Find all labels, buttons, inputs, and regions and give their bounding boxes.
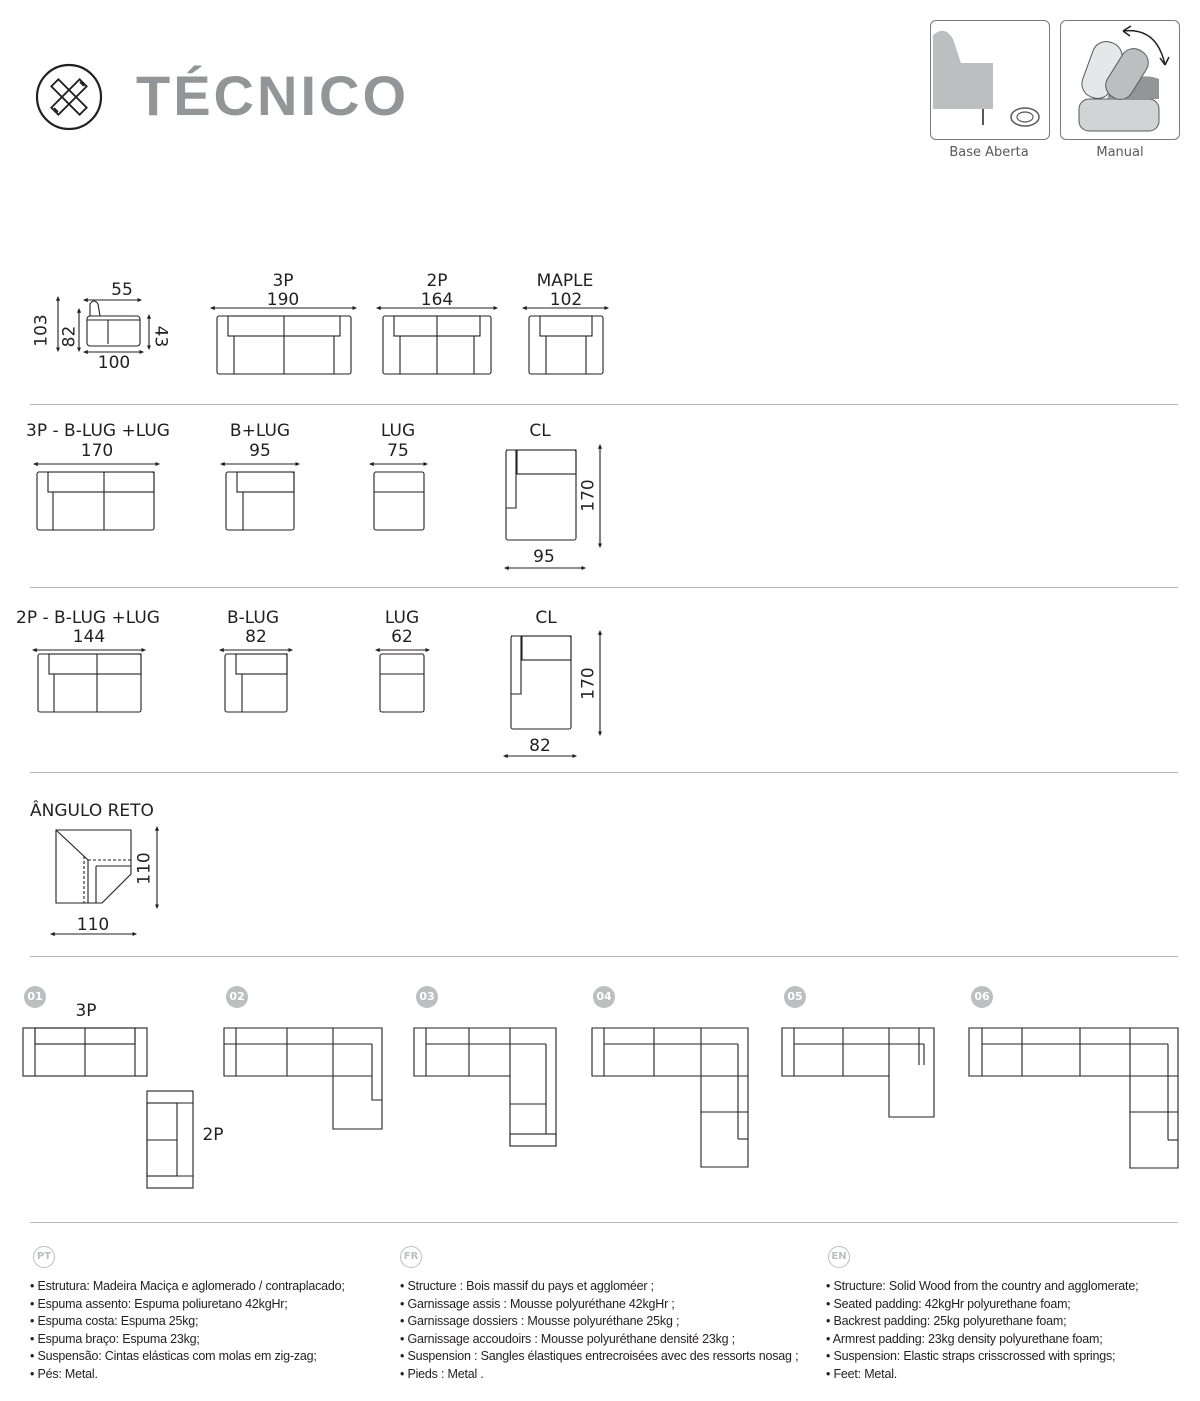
sofa-maple-drawing bbox=[524, 308, 607, 374]
spec-line: • Pieds : Metal . bbox=[400, 1366, 484, 1381]
spec-line: • Suspension : Sangles élastiques entrecroisées avec des ressorts nosag ; bbox=[400, 1349, 799, 1363]
spec-line: • Garnissage assis : Mousse polyuréthane 42kgHr ; bbox=[400, 1296, 675, 1311]
config-01-drawing bbox=[23, 1028, 193, 1188]
spec-line: • Suspension: Elastic straps crisscrossed with springs; bbox=[826, 1349, 1116, 1363]
sofa-2p-blug-lug-drawing bbox=[34, 650, 144, 712]
config-03-drawing bbox=[414, 1028, 556, 1146]
model-name-b-lug: B-LUG bbox=[226, 608, 280, 628]
sofa-lug-62-drawing bbox=[377, 650, 428, 712]
sofa-2p-drawing bbox=[378, 308, 496, 374]
specs-fr bbox=[400, 1278, 820, 1383]
profile-depth: 100 bbox=[97, 353, 131, 373]
sofa-b-plus-lug-drawing bbox=[222, 464, 298, 530]
specs-pt bbox=[30, 1278, 390, 1383]
config-05-drawing bbox=[782, 1028, 934, 1117]
model-name-3p-blug-lug: 3P - B-LUG +LUG bbox=[26, 421, 170, 441]
spec-line: • Garnissage accoudoirs : Mousse polyuréthane densité 23kg ; bbox=[400, 1331, 735, 1346]
model-width-lug-75: 75 bbox=[387, 441, 409, 461]
spec-line: • Armrest padding: 23kg density polyurethane foam; bbox=[826, 1331, 1103, 1346]
divider bbox=[30, 587, 1178, 588]
model-width-2p-blug-lug: 144 bbox=[72, 627, 106, 647]
mode-manual-label: Manual bbox=[1096, 145, 1144, 160]
spec-line: • Garnissage dossiers : Mousse polyuréthane 25kg ; bbox=[400, 1314, 680, 1328]
sofa-3p-blug-lug-drawing bbox=[35, 464, 158, 530]
model-name-2p-blug-lug: 2P - B-LUG +LUG bbox=[16, 608, 160, 628]
model-width-maple: 102 bbox=[549, 290, 583, 310]
model-width-3p-blug-lug: 170 bbox=[80, 441, 114, 461]
divider bbox=[30, 956, 1178, 957]
config-badge-02: 02 bbox=[226, 986, 248, 1008]
model-width-b-lug: 82 bbox=[245, 627, 267, 647]
divider bbox=[30, 404, 1178, 405]
spec-line: • Feet: Metal. bbox=[826, 1366, 898, 1381]
spec-line: • Suspensão: Cintas elásticas com molas em zig-zag; bbox=[30, 1349, 317, 1363]
config-label-3p: 3P bbox=[75, 1001, 97, 1021]
spec-line: • Estrutura: Madeira Maciça e aglomerado / contraplacado; bbox=[30, 1279, 345, 1293]
lang-badge-en: EN bbox=[828, 1246, 850, 1268]
model-depth-cl-82: 170 bbox=[578, 667, 599, 700]
config-badge-04: 04 bbox=[593, 986, 615, 1008]
divider bbox=[30, 772, 1178, 773]
model-name-cl-95: CL bbox=[529, 421, 551, 441]
spec-line: • Seated padding: 42kgHr polyurethane foam; bbox=[826, 1296, 1071, 1311]
model-name-lug-62: LUG bbox=[384, 608, 420, 628]
spec-line: • Backrest padding: 25kg polyurethane foam; bbox=[826, 1314, 1067, 1328]
spec-line: • Espuma braço: Espuma 23kg; bbox=[30, 1331, 200, 1346]
model-width-2p: 164 bbox=[420, 290, 454, 310]
lang-badge-fr: FR bbox=[400, 1246, 422, 1268]
model-depth-angulo-reto: 110 bbox=[134, 852, 155, 885]
model-name-b-plus-lug: B+LUG bbox=[229, 421, 291, 441]
spec-line: • Espuma assento: Espuma poliuretano 42kgHr; bbox=[30, 1296, 288, 1311]
divider bbox=[30, 1222, 1178, 1223]
config-badge-01: 01 bbox=[24, 986, 46, 1008]
model-width-lug-62: 62 bbox=[391, 627, 413, 647]
model-width-3p: 190 bbox=[266, 290, 300, 310]
config-badge-03: 03 bbox=[416, 986, 438, 1008]
config-badge-06: 06 bbox=[971, 986, 993, 1008]
page-title: TÉCNICO bbox=[136, 64, 409, 127]
specs-en bbox=[826, 1278, 1176, 1383]
model-name-3p: 3P bbox=[272, 271, 294, 291]
model-name-2p: 2P bbox=[426, 271, 448, 291]
model-depth-cl-95: 170 bbox=[578, 479, 599, 512]
profile-depth-top: 55 bbox=[111, 280, 133, 300]
sofa-b-lug-drawing bbox=[221, 650, 291, 712]
spec-line: • Espuma costa: Espuma 25kg; bbox=[30, 1314, 199, 1328]
config-badge-05: 05 bbox=[784, 986, 806, 1008]
profile-seat-height-back: 82 bbox=[59, 325, 80, 348]
model-width-cl-95: 95 bbox=[533, 547, 555, 567]
profile-seat-height: 43 bbox=[150, 325, 171, 348]
model-width-cl-82: 82 bbox=[529, 736, 551, 756]
model-width-b-plus-lug: 95 bbox=[249, 441, 271, 461]
spec-line: • Structure : Bois massif du pays et aggloméer ; bbox=[400, 1279, 654, 1293]
config-04-drawing bbox=[592, 1028, 748, 1167]
model-name-cl-82: CL bbox=[535, 608, 557, 628]
lang-badge-pt: PT bbox=[33, 1246, 55, 1268]
spec-line: • Pés: Metal. bbox=[30, 1366, 98, 1381]
profile-height: 103 bbox=[31, 314, 52, 347]
model-name-maple: MAPLE bbox=[536, 271, 594, 291]
sofa-3p-drawing bbox=[212, 308, 355, 374]
spec-line: • Structure: Solid Wood from the country and agglomerate; bbox=[826, 1279, 1139, 1293]
config-06-drawing bbox=[969, 1028, 1178, 1168]
mode-open-base-label: Base Aberta bbox=[949, 145, 1029, 160]
model-name-angulo-reto: ÂNGULO RETO bbox=[30, 801, 154, 821]
model-width-angulo-reto: 110 bbox=[76, 915, 110, 935]
sofa-lug-75-drawing bbox=[371, 464, 426, 530]
config-02-drawing bbox=[224, 1028, 382, 1129]
config-label-2p: 2P bbox=[202, 1125, 224, 1145]
model-name-lug-75: LUG bbox=[380, 421, 416, 441]
